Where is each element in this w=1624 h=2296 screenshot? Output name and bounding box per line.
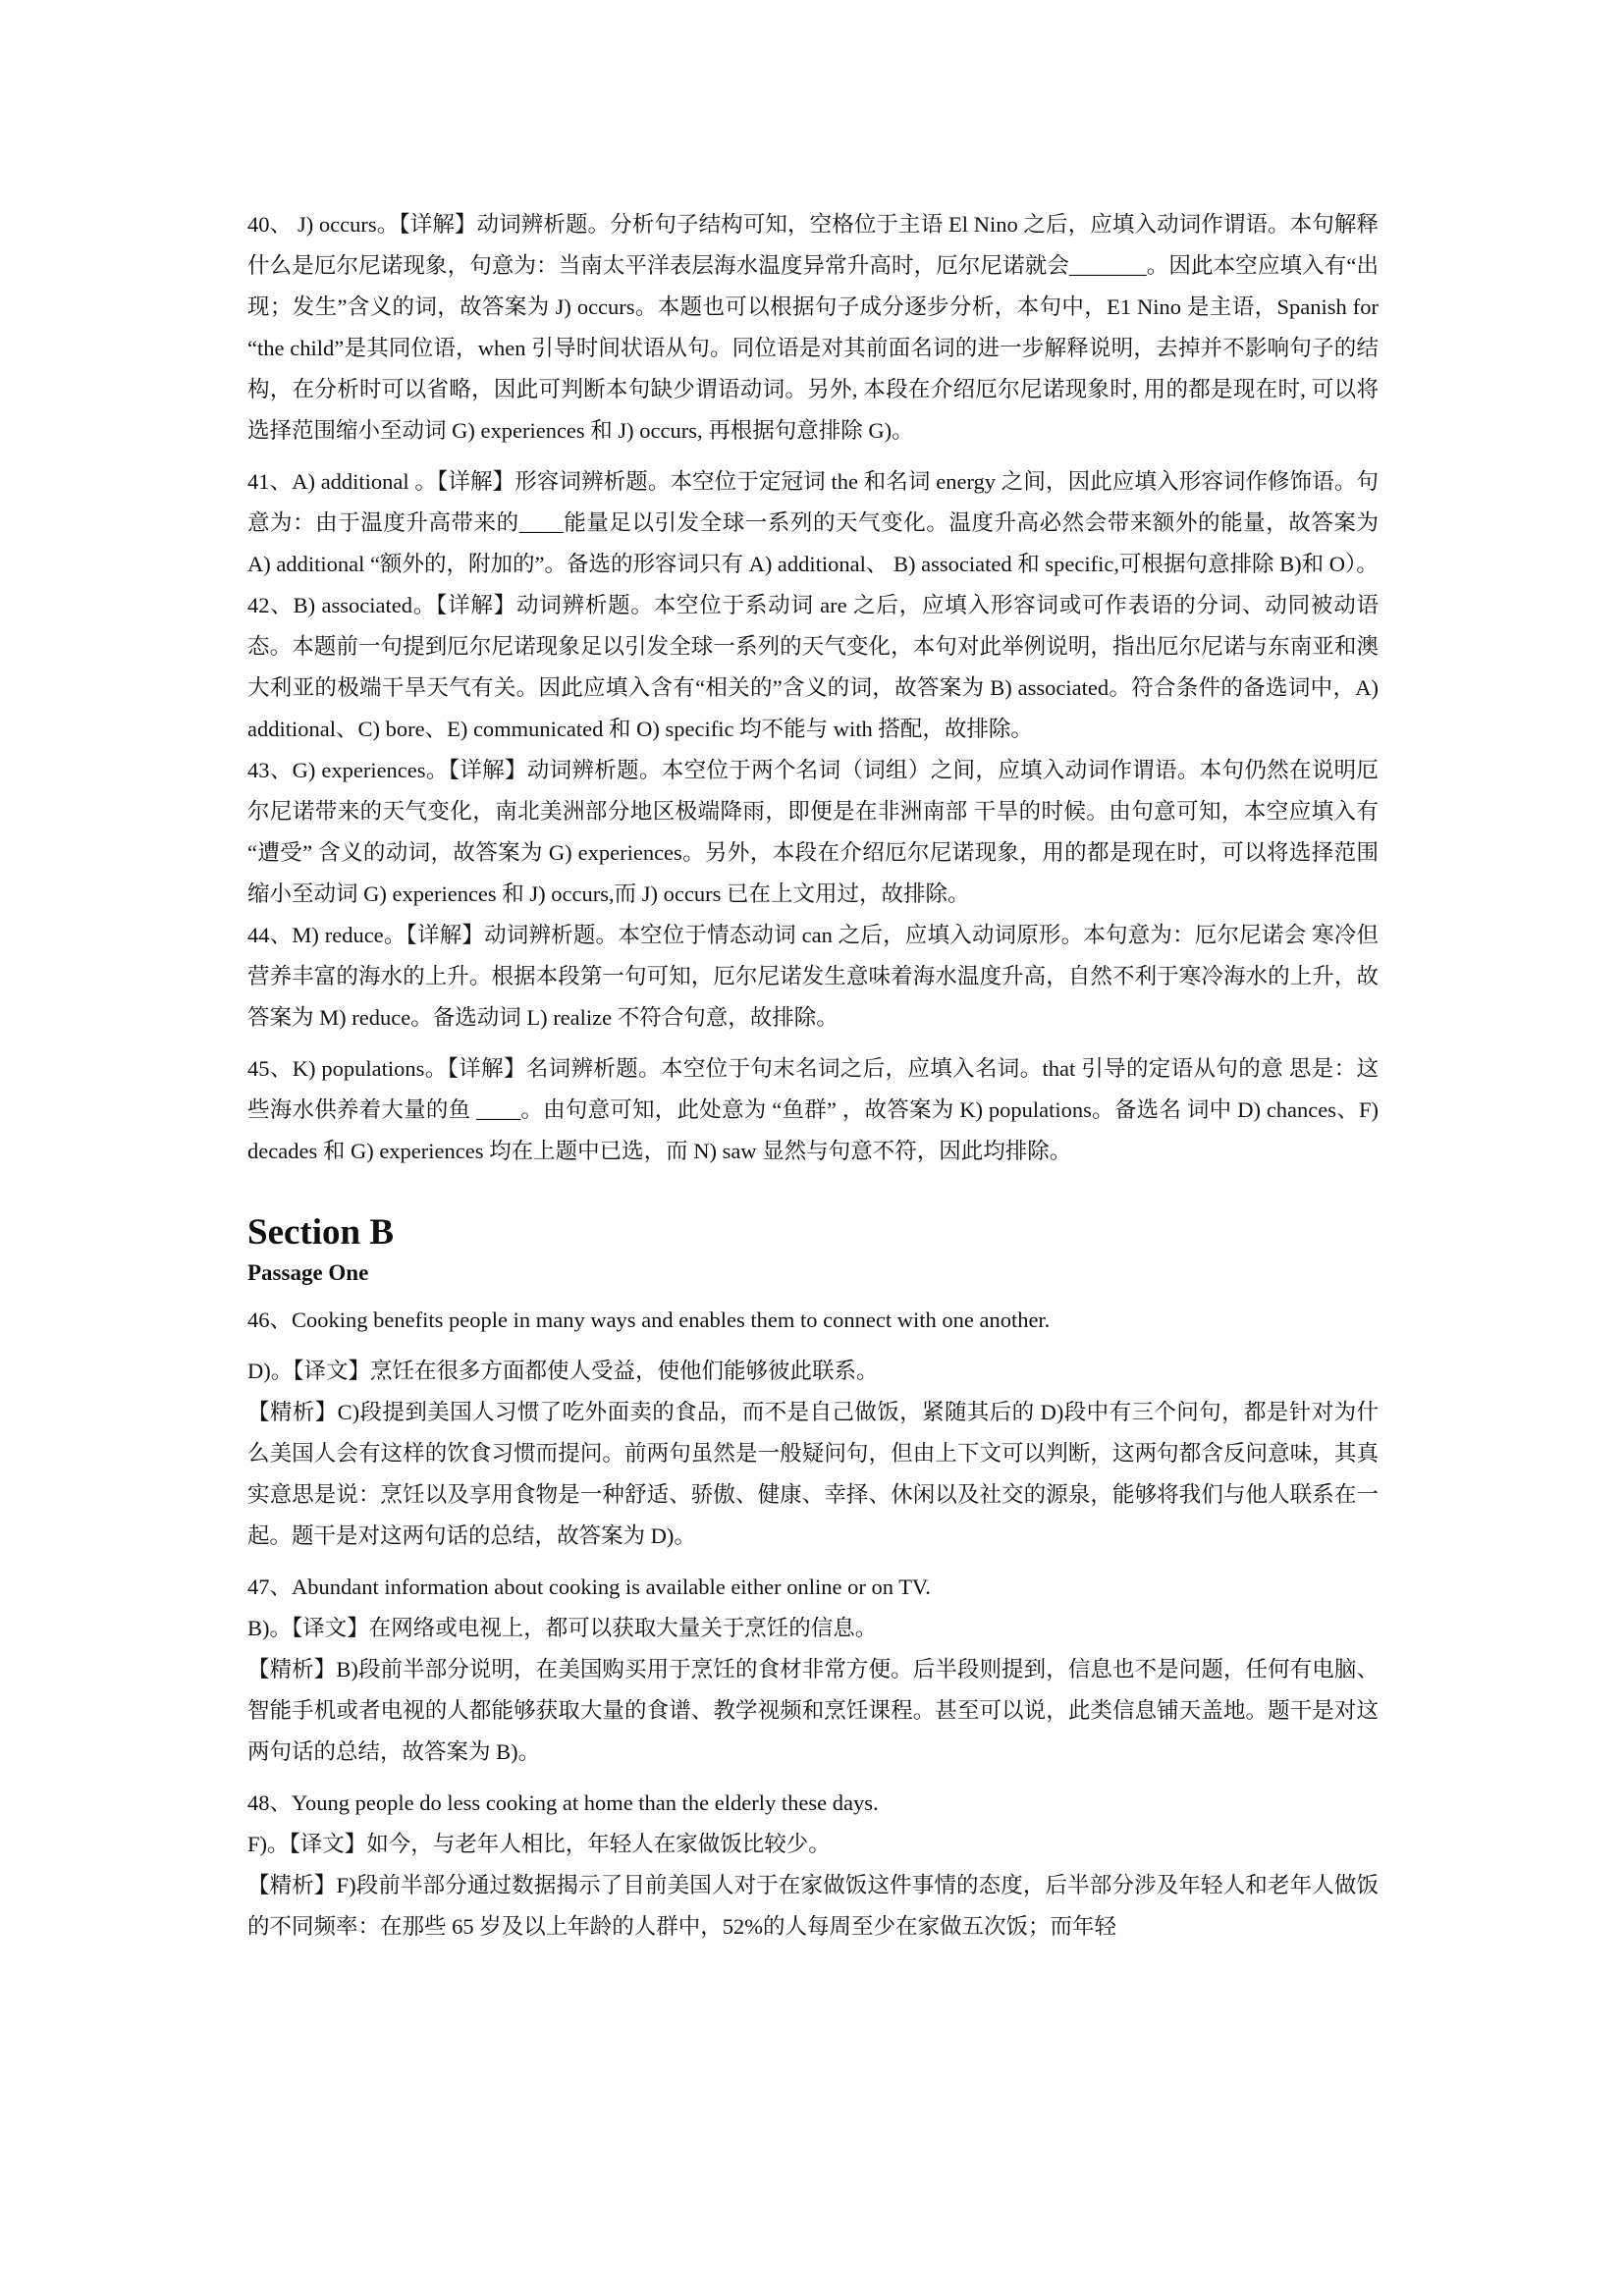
question-47: 47、Abundant information about cooking is available either online or on TV. bbox=[247, 1575, 931, 1599]
analysis-46: 【精析】C)段提到美国人习惯了吃外面卖的食品，而不是自己做饭，紧随其后的 D)段中有三个问句，都是针对为什么美国人会有这样的饮食习惯而提问。前两句虽然是一般疑问句，但由上下文可以判断，这两句都含反问意味，其真实意思是说：烹饪以及享用食物是一种舒适、骄傲、健康、幸择、休闲以及社交的源泉，能够将我们与他人联系在一起。题干是对这两句话的总结，故答案为 D)。 bbox=[247, 1400, 1379, 1548]
document-page bbox=[247, 204, 1379, 1948]
section-title: Section B bbox=[247, 1212, 395, 1253]
translation-47: B)。【译文】在网络或电视上，都可以获取大量关于烹饪的信息。 bbox=[247, 1616, 878, 1640]
answer-43: 43、G) experiences。【详解】动词辨析题。本空位于两个名词（词组）之间，应填入动词作谓语。本句仍然在说明厄尔尼诺带来的天气变化，南北美洲部分地区极端降雨，即便是在非洲南部 干旱的时候。由句意可知，本空应填入有 “遭受” 含义的动词，故答案为 G) experiences。另外，本段在介绍厄尔尼诺现象，用的都是现在时，可以将选择范围缩小至动词 G) experiences 和 J) occurs,而 J) occurs 已在上文用过，故排除。 bbox=[247, 758, 1379, 906]
answer-40: 40、 J) occurs。【详解】动词辨析题。分析句子结构可知，空格位于主语 El Nino 之后，应填入动词作谓语。本句解释什么是厄尔尼诺现象，句意为：当南太平洋表层海水温度异常升高时，厄尔尼诺就会_______。因此本空应填入有“出现；发生”含义的词，故答案为 J) occurs。本题也可以根据句子成分逐步分析，本句中，E1 Nino 是主语，Spanish for “the child”是其同位语，when 引导时间状语从句。同位语是对其前面名词的进一步解释说明，去掉并不影响句子的结构，在分析时可以省略，因此可判断本句缺少谓语动词。另外, 本段在介绍厄尔尼诺现象时, 用的都是现在时, 可以将选择范围缩小至动词 G) experiences 和 J) occurs, 再根据句意排除 G)。 bbox=[247, 212, 1379, 443]
question-48: 48、Young people do less cooking at home than the elderly these days. bbox=[247, 1790, 879, 1815]
translation-48: F)。【译文】如今，与老年人相比，年轻人在家做饭比较少。 bbox=[247, 1832, 831, 1856]
translation-46: D)。【译文】烹饪在很多方面都使人受益，使他们能够彼此联系。 bbox=[247, 1359, 879, 1383]
analysis-48: 【精析】F)段前半部分通过数据揭示了目前美国人对于在家做饭这件事情的态度，后半部分涉及年轻人和老年人做饭的不同频率：在那些 65 岁及以上年龄的人群中，52%的人每周至少在家做五次饭；而年轻 bbox=[247, 1873, 1379, 1939]
answer-44: 44、M) reduce。【详解】动词辨析题。本空位于情态动词 can 之后，应填入动词原形。本句意为：厄尔尼诺会 寒冷但营养丰富的海水的上升。根据本段第一句可知，厄尔尼诺发生意味着海水温度升高，自然不利于寒冷海水的上升，故答案为 M) reduce。备选动词 L) realize 不符合句意，故排除。 bbox=[247, 923, 1379, 1030]
question-46: 46、Cooking benefits people in many ways and enables them to connect with one another. bbox=[247, 1308, 1051, 1332]
answer-48-block bbox=[247, 1783, 1379, 1948]
answer-42: 42、B) associated。【详解】动词辨析题。本空位于系动词 are 之后，应填入形容词或可作表语的分词、动同被动语态。本题前一句提到厄尔尼诺现象足以引发全球一系列的天气变化，本句对此举例说明，指出厄尔尼诺与东南亚和澳大利亚的极端干旱天气有关。因此应填入含有“相关的”含义的词，故答案为 B) associated。符合条件的备选词中，A) additional、C) bore、E) communicated 和 O) specific 均不能与 with 搭配，故排除。 bbox=[247, 593, 1379, 741]
analysis-47: 【精析】B)段前半部分说明，在美国购买用于烹饪的食材非常方便。后半段则提到，信息也不是问题，任何有电脑、智能手机或者电视的人都能够获取大量的食谱、教学视频和烹饪课程。甚至可以说，此类信息铺天盖地。题干是对这两句话的总结，故答案为 B)。 bbox=[247, 1657, 1379, 1764]
answer-45: 45、K) populations。【详解】名词辨析题。本空位于句末名词之后，应填入名词。that 引导的定语从句的意 思是：这些海水供养着大量的鱼 ____。由句意可知，此处意为 “鱼群” ，故答案为 K) populations。备选名 词中 D) chances、F) decades 和 G) experiences 均在上题中已选，而 N) saw 显然与句意不符，因此均排除。 bbox=[247, 1056, 1379, 1163]
answer-46-block bbox=[247, 1300, 1379, 1557]
answer-47-block bbox=[247, 1567, 1379, 1773]
passage-title: Passage One bbox=[247, 1260, 369, 1285]
answer-41: 41、A) additional 。【详解】形容词辨析题。本空位于定冠词 the 和名词 energy 之间，因此应填入形容词作修饰语。句意为：由于温度升高带来的____能量足以引发全球一系列的天气变化。温度升高必然会带来额外的能量，故答案为 A) additional “额外的，附加的”。备选的形容词只有 A) additional、 B) associated 和 specific,可根据句意排除 B)和 O）。 bbox=[247, 469, 1379, 576]
